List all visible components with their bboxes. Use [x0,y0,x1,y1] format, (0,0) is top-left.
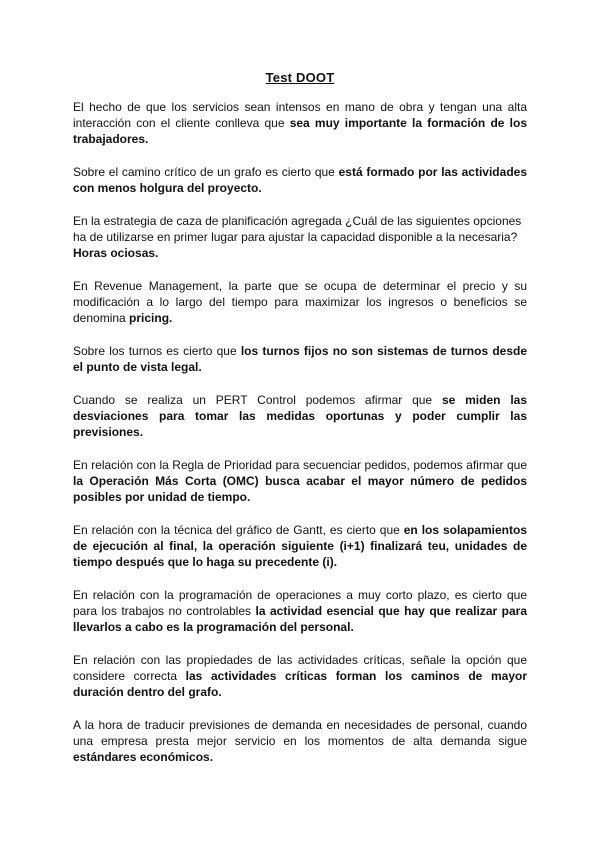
paragraph-6 [73,392,527,441]
paragraph-8 [73,522,527,571]
paragraph-2 [73,164,527,196]
paragraph-1 [73,99,527,148]
paragraph-text: Cuando se realiza un PERT Control podemos afirmar que [73,392,442,407]
document-title: Test DOOT [265,70,335,85]
paragraph-text: En relación con la programación de operaciones a muy corto plazo, es cierto que para los trabajos no controlables [73,587,527,618]
paragraph-answer: las actividades críticas forman los caminos de mayor duración dentro del grafo. [73,668,527,699]
paragraph-3 [73,213,527,262]
paragraph-text: En relación con las propiedades de las actividades críticas, señale la opción que considere correcta [73,652,527,683]
paragraph-text: En Revenue Management, la parte que se ocupa de determinar el precio y su modificación a lo largo del tiempo para maximizar los ingresos o beneficios se denomina [73,278,527,326]
paragraph-7 [73,457,527,506]
paragraph-text: Sobre los turnos es cierto que [73,343,241,358]
paragraph-answer: estándares económicos. [73,750,214,764]
paragraph-text: En la estrategia de caza de planificación agregada ¿Cuál de las siguientes opciones ha de utilizarse en primer lugar para ajustar la capacidad disponible a la necesaria? [73,213,522,244]
paragraph-11 [73,717,527,766]
paragraph-4 [73,278,527,327]
paragraph-answer: en los solapamientos de ejecución al final, la operación siguiente (i+1) finalizará teu, unidades de tiempo después que lo haga su precedente (i). [73,522,527,569]
paragraph-text: A la hora de traducir previsiones de demanda en necesidades de personal, cuando una empresa presta mejor servicio en los momentos de alta demanda sigue [73,717,527,748]
paragraph-text: Sobre el camino crítico de un grafo es cierto que [73,165,339,179]
paragraph-answer: la actividad esencial que hay que realizar para llevarlos a cabo es la programación del personal. [73,603,527,634]
paragraph-text: En relación con la técnica del gráfico de Gantt, es cierto que [73,522,404,537]
paragraph-10 [73,652,527,701]
paragraph-text: El hecho de que los servicios sean intensos en mano de obra y tengan una alta interacción con el cliente conlleva que [73,100,527,131]
paragraph-answer: sea muy importante la formación de los trabajadores. [73,116,527,147]
paragraph-answer: está formado por las actividades con menos holgura del proyecto. [73,165,527,196]
paragraph-answer: la Operación Más Corta (OMC) busca acabar el mayor número de pedidos posibles por unidad de tiempo. [73,473,527,504]
paragraph-answer: pricing. [129,311,173,326]
paragraph-answer: Horas ociosas. [73,246,159,261]
paragraph-text: En relación con la Regla de Prioridad para secuenciar pedidos, podemos afirmar que [73,457,527,472]
paragraph-answer: los turnos fijos no son sistemas de turnos desde el punto de vista legal. [73,343,527,374]
paragraph-answer: se miden las desviaciones para tomar las medidas oportunas y poder cumplir las previsiones. [73,392,527,439]
paragraph-5 [73,343,527,375]
paragraph-9 [73,587,527,636]
